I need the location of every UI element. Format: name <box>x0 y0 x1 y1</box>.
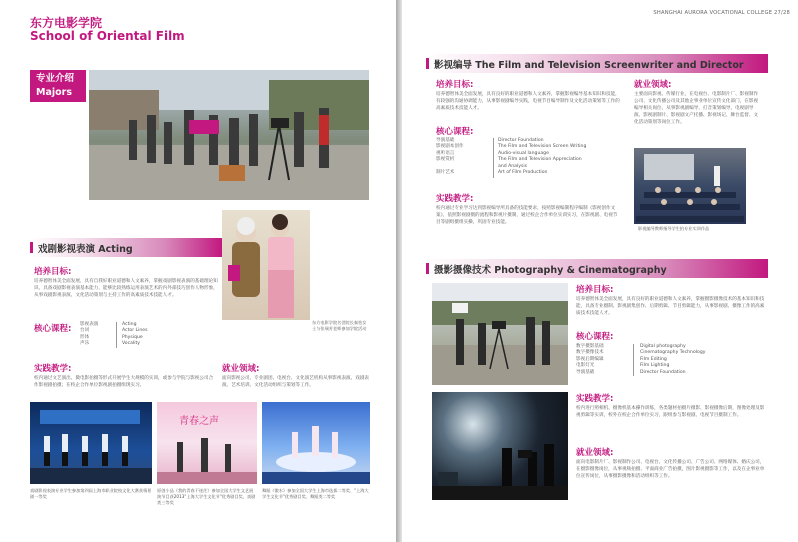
acting-career-text: 面向影视公司、专业剧团、电视台、文化演艺机构从事影视表演、戏剧表演、艺术培训、文化活动组织与策划等工作。 <box>222 376 370 388</box>
stage-photo-3 <box>262 402 370 484</box>
course-en: The Film and Television Appreciation <box>498 157 582 163</box>
course-cn: 导演基础 <box>576 369 595 375</box>
photography-goal-text: 培养德智体美全面发展，具有良好的职业道德和人文素养，掌握摄影摄像技术的基本知识和技能，具备专业摄制、影视剧集创作、后期剪辑、节目剪辑能力，从事影视剧、摄像工作的高素质技术技能人才。 <box>576 297 765 316</box>
acting-practice-label: 实践教学: <box>34 364 72 374</box>
acting-career-label: 就业领域: <box>222 364 260 374</box>
photography-practice-text: 校内进行照相机、摄像机基本操作训练，各类题材拍摄片摄影、影视摄像后期，图像处理及影视剪辑等实训，校外在校企合作单位实习，跟组参与影视剧、电视节目摄制工作。 <box>576 406 765 418</box>
section-mark <box>426 58 429 69</box>
course-cn: 导演基础 <box>436 138 455 143</box>
course-en: Physique <box>122 334 143 340</box>
honorary-photo <box>222 210 310 320</box>
course-en: Acting <box>122 322 137 327</box>
majors-cn: 专业介绍 <box>36 73 75 84</box>
screenwriter-goal-label: 培养目标: <box>436 80 474 90</box>
classroom-photo-caption: 影视编导教师指导学生拍专业实训作品 <box>638 226 710 231</box>
course-en: Actor Lines <box>122 328 148 334</box>
acting-courses-en <box>122 322 148 348</box>
acting-courses-cn <box>80 322 98 348</box>
screenwriter-career-label: 就业领域: <box>634 80 672 90</box>
school-name-cn: 东方电影学院 <box>30 16 103 30</box>
photography-courses-en <box>640 344 705 376</box>
course-cn: 电影灯光 <box>576 363 595 369</box>
photography-title: 摄影摄像技术 Photography & Cinematography <box>434 265 667 276</box>
course-en: Art of Film Production <box>498 170 548 176</box>
svg-text:青春之声: 青春之声 <box>179 416 219 427</box>
course-cn: 数字摄影基础 <box>576 344 604 349</box>
group-photo <box>89 70 369 200</box>
school-name-en: School of Oriental Film <box>30 29 185 43</box>
acting-courses-divider <box>116 322 117 348</box>
course-en: Audio-visual language <box>498 150 549 156</box>
photography-practice-label: 实践教学: <box>576 394 614 404</box>
stage-photo-1 <box>30 402 152 484</box>
photography-section-bar <box>426 259 768 278</box>
screenwriter-career-text: 主要面向影视、传媒行业，在电视台、电影制片厂、影视制作公司、文化传播公司及其他企事业单位宣传文化部门，在影视编导相关岗位，从事影视剧编导、打音策划编导、电视剧导演、影视剧制片、影视剧文产托播、影视场记、舞台监督、文化活动策划等岗位工作。 <box>634 92 759 125</box>
course-en: Film Editing <box>640 356 667 362</box>
course-cn: 影视赏析 <box>436 157 455 163</box>
course-cn: 数字摄像技术 <box>576 350 604 356</box>
course-cn: 台词 <box>80 328 90 334</box>
course-cn: 视听语言 <box>436 150 455 156</box>
course-en: Director Foundation <box>640 369 686 375</box>
screenwriter-courses-divider <box>493 138 494 178</box>
course-en: Film Lighting <box>640 363 670 369</box>
acting-goal-label: 培养目标: <box>34 267 72 277</box>
majors-badge <box>30 70 86 102</box>
course-en: Digital photography <box>640 344 686 349</box>
stage-photo-3-art <box>262 402 370 484</box>
course-cn: 形体 <box>80 334 90 340</box>
screenwriter-practice-text: 校内通过专业学习达到影视编导所具备的技能要求，按照影视编制程序编制《影视创作文案》，依照影视剧摄的流程和影视片摄制，通过校企合作单位实训实习，在影视剧、电视节目等剧组摄组实操，巩固专业技能。 <box>436 206 618 225</box>
film-set-photo-art <box>432 283 568 385</box>
photography-courses-divider <box>633 344 634 376</box>
acting-section-bar <box>30 238 222 257</box>
screenwriter-goal-text: 培养德智体美全面发展，具有良好的职业道德和人文素养，掌握影视编导基本知识和技能，有较强的沟通协调能力，从事影视剧编导实践，电视节目编导制作及文化活动策划等工作的高素质技术技能人才。 <box>436 92 620 111</box>
group-photo-art <box>89 70 369 200</box>
acting-goal-text: 培养德智体美全面发展，具有自我好职业道德和人文素养，掌握戏剧影视表演的基础理论知识，具备戏剧影视表演基本能力，能够比较熟练运用表演艺术的内外部技巧创作人物形象，从事戏剧影视表演、文化活动策划与主持工作的高素质技术技能人才。 <box>34 279 218 298</box>
course-cn: 声乐 <box>80 341 90 347</box>
classroom-photo <box>634 148 746 224</box>
course-cn: 影视剧本创作 <box>436 144 464 150</box>
section-mark <box>426 263 429 274</box>
section-mark <box>30 242 33 253</box>
stage-photo-2-caption: 原创小品《我的青春不迷茫》参加全国大学生文艺展演节目获2013"上海大学生文化节"优秀剧目奖、戏剧类三等奖 <box>157 488 256 505</box>
course-en: The Film and Television Screen Writing <box>498 144 587 150</box>
film-set-photo <box>432 283 568 385</box>
majors-en: Majors <box>36 87 72 98</box>
course-cn: 影视后期编辑 <box>576 356 604 362</box>
stage-photo-1-art <box>30 402 152 484</box>
stage-photo-2-art <box>157 402 257 484</box>
acting-title: 戏剧影视表演 Acting <box>38 244 133 255</box>
right-page <box>402 0 798 542</box>
stage-photo-1-caption: 戏剧影视表演专业学生参加第四届上海市职业院校文化大赛获情景剧一等奖 <box>30 488 152 499</box>
screenwriter-section-bar <box>426 54 768 73</box>
stage-photo-3-caption: 舞蹈《傲水》参加全国大学生上海市选拔二等奖、"上海大学生文化节"优秀剧目奖、舞蹈类二等奖 <box>262 488 369 499</box>
photography-goal-label: 培养目标: <box>576 285 614 295</box>
photography-courses-label: 核心课程: <box>576 332 614 342</box>
course-en: Cinematography Technology <box>640 350 706 356</box>
acting-practice-text: 校内通过文艺演出、微电影拍摄等形式开展学生大规模的实训，或参与学院与影视公司合作影视剧拍摄；在校企合作单位影视剧拍摄组现实习。 <box>34 376 214 388</box>
screenwriter-practice-label: 实践教学: <box>436 194 474 204</box>
course-en: Director Foundation <box>498 138 544 143</box>
left-page <box>0 0 396 542</box>
course-en: Vocality <box>122 341 141 347</box>
screenwriter-courses-label: 核心课程: <box>436 127 474 137</box>
acting-courses-label: 核心课程: <box>34 324 72 334</box>
page-header: SHANGHAI AURORA VOCATIONAL COLLEGE 27/28 <box>653 10 790 16</box>
course-cn: 制片艺术 <box>436 170 455 176</box>
course-cn: 影视表演 <box>80 322 99 327</box>
classroom-photo-art <box>634 148 746 224</box>
screenwriter-courses-en <box>498 138 586 176</box>
screenwriter-title: 影视编导 The Film and Television Screenwriter and Director <box>434 60 744 71</box>
honorary-photo-caption: 东方电影学院名誉院长秦怡女士与张瑞芳老师参加学院活动 <box>312 320 367 331</box>
night-shoot-photo-art <box>432 392 568 500</box>
photography-career-text: 面向电影制片厂、影视制作公司、电视台、文化传播公司、广告公司、网络媒体、婚庆公司，在摄影摄像岗位，从事视频拍摄、平面商业广告拍摄，图片影视摄影等工作，以及在企事业单位宣传岗位，从事摄影摄像和活动组织等工作。 <box>576 460 765 479</box>
honorary-photo-art <box>222 210 310 320</box>
course-en: and Analysis <box>498 163 528 169</box>
photography-career-label: 就业领域: <box>576 448 614 458</box>
screenwriter-courses-cn <box>436 138 464 176</box>
stage-photo-2 <box>157 402 257 484</box>
night-shoot-photo <box>432 392 568 500</box>
photography-courses-cn <box>576 344 604 376</box>
